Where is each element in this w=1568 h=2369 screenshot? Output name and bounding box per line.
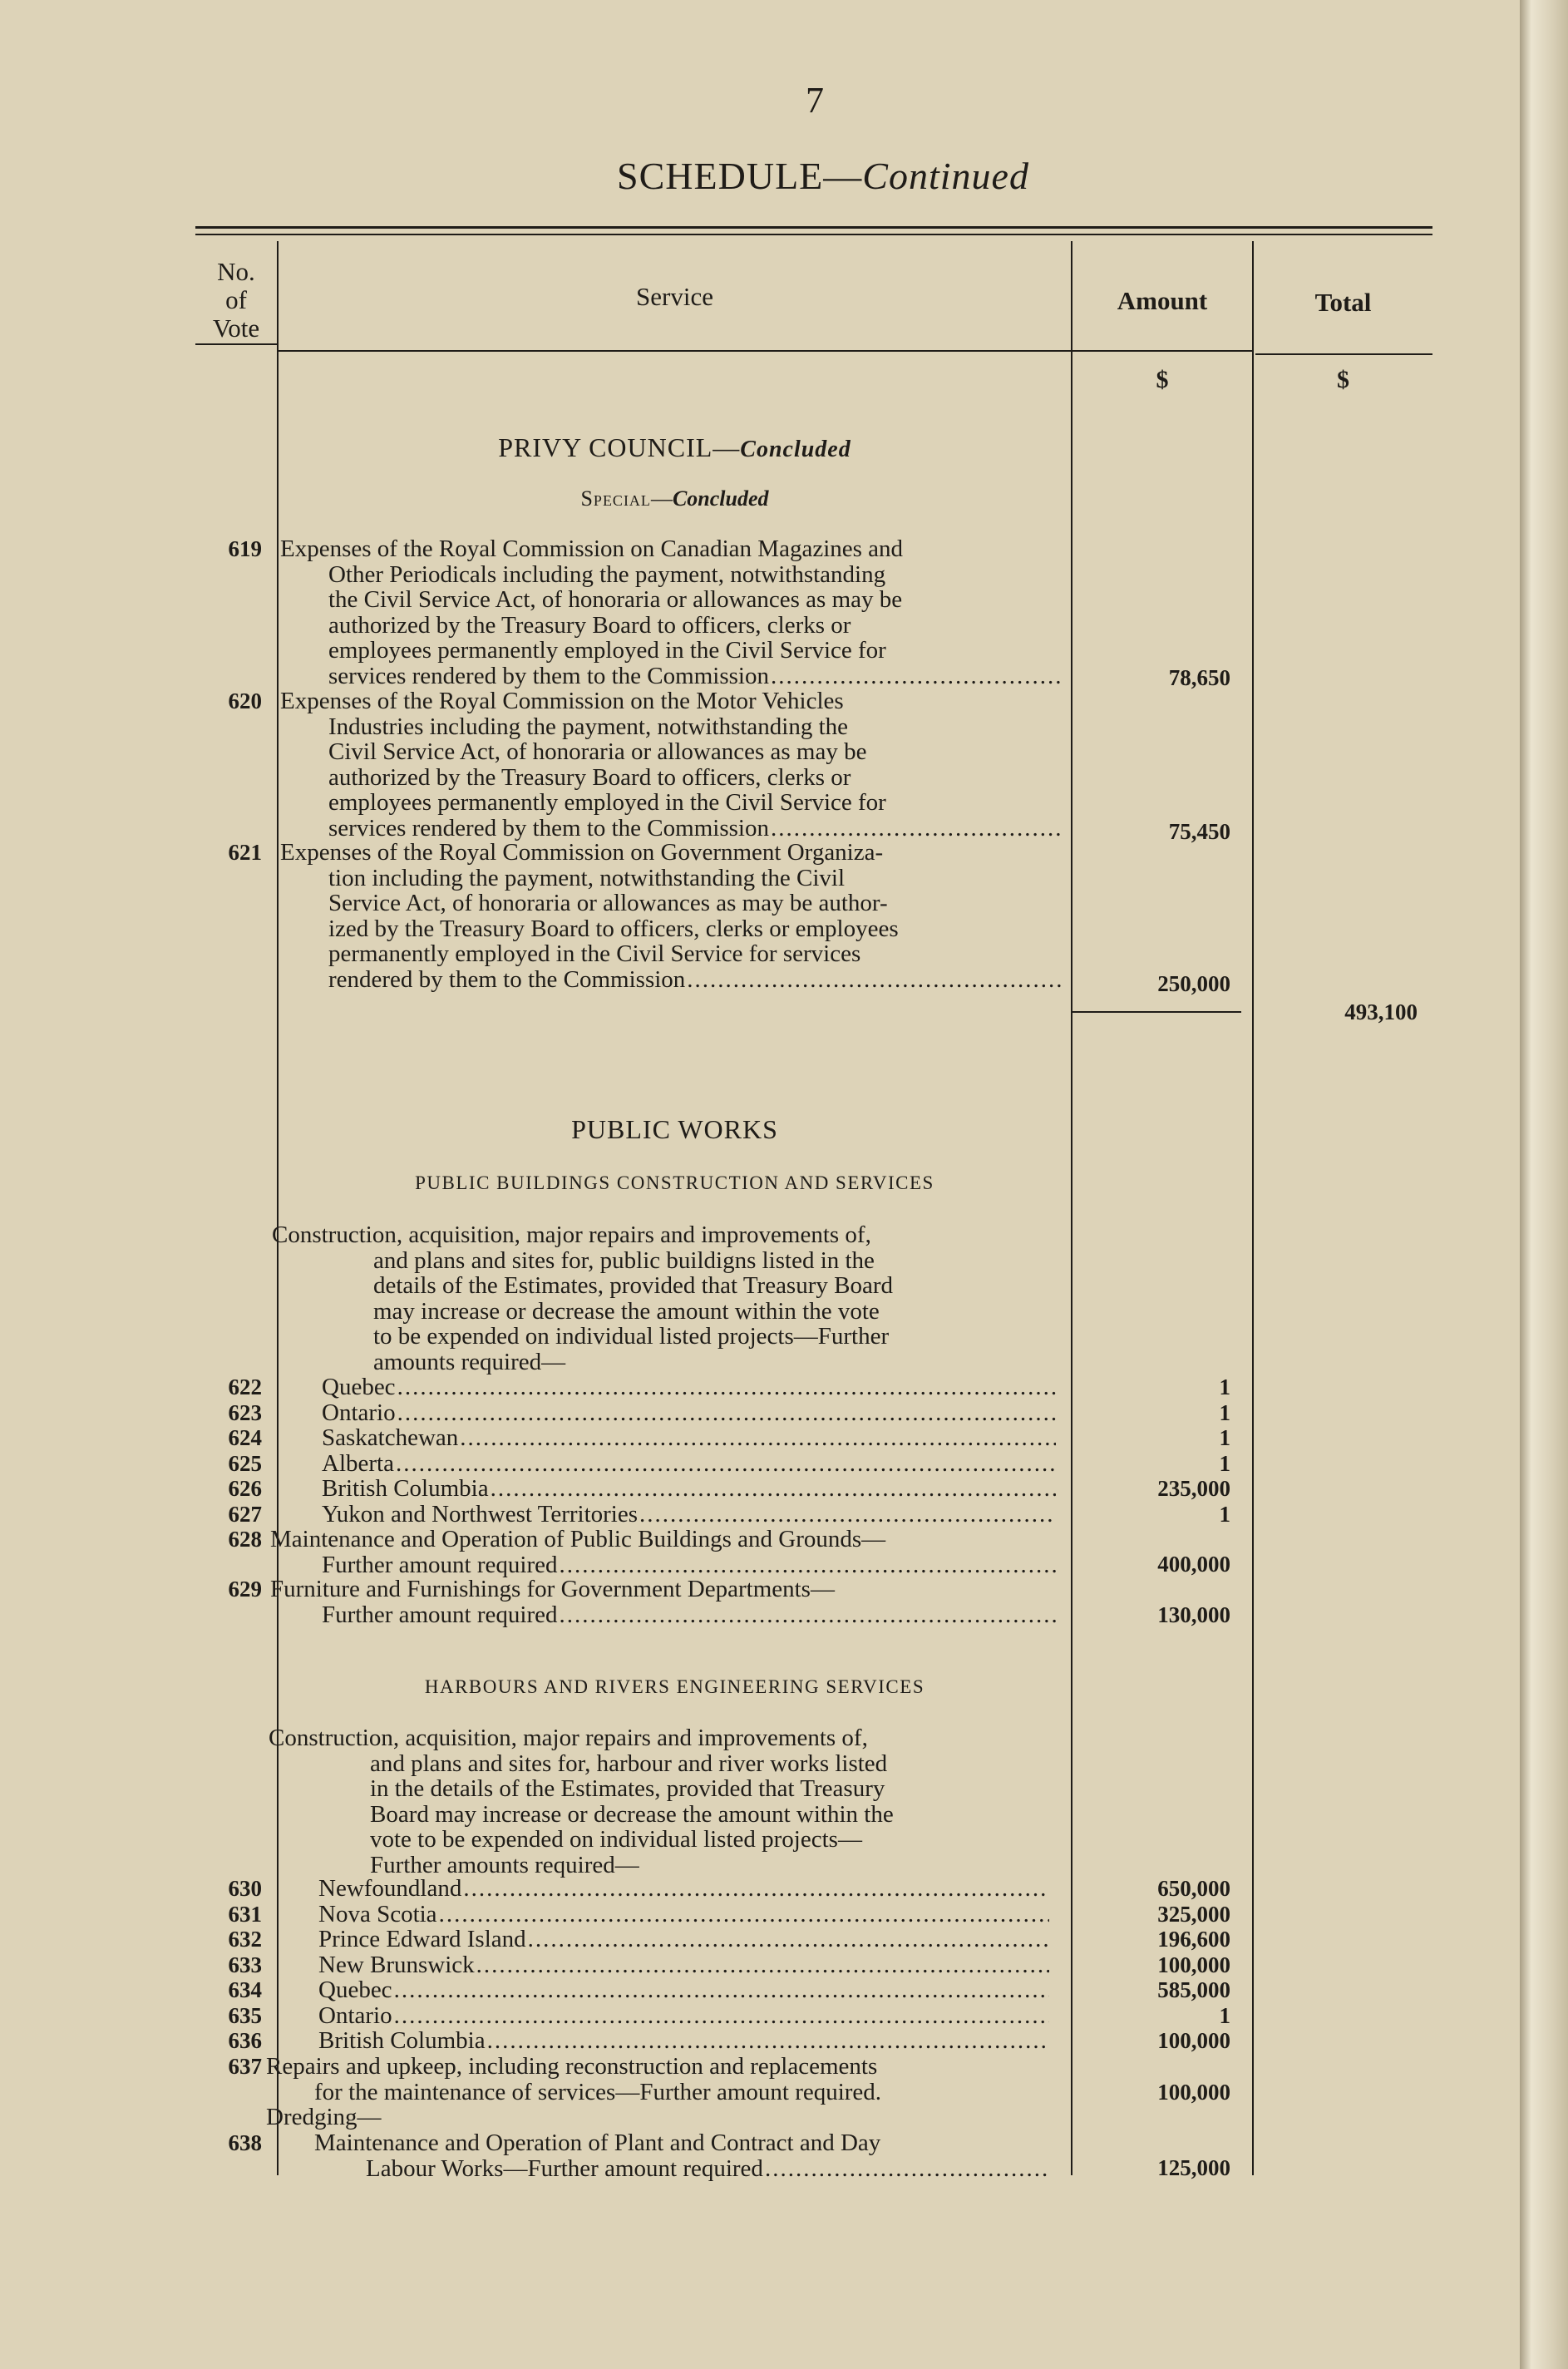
vote-621-description [280, 840, 1064, 992]
item-label-text: Saskatchewan [322, 1424, 459, 1451]
vote-amount: 250,000 [1157, 971, 1230, 996]
item-label-text: Ontario [318, 2001, 392, 2029]
header-amount: Amount [1117, 286, 1208, 315]
vote-amount: 585,000 [1157, 1977, 1230, 2002]
item-label-text: Ontario [322, 1399, 396, 1426]
vline-service-left [277, 241, 279, 2175]
item-label-text: Nova Scotia [318, 1900, 437, 1927]
vote-number: 632 [228, 1927, 262, 1952]
desc-line: ized by the Treasury Board to officers, clerks or employees [328, 915, 899, 942]
desc-line: Further amount required [322, 1601, 558, 1628]
vote-number: 624 [228, 1425, 262, 1450]
vote-637-description [266, 2054, 1049, 2105]
item-label [322, 1476, 1056, 1502]
desc-line: Expenses of the Royal Commission on Canadian Magazines and [280, 535, 904, 562]
vote-number: 637 [228, 2054, 262, 2079]
desc-line: authorized by the Treasury Board to officers, clerks or [328, 763, 851, 791]
privy-heading-text: PRIVY COUNCIL [498, 432, 713, 462]
vote-number: 636 [228, 2028, 262, 2053]
header-rule-vote [195, 343, 277, 345]
vote-number: 629 [228, 1577, 262, 1602]
desc-line: Civil Service Act, of honoraria or allowances as may be [328, 738, 867, 765]
desc-line: Other Periodicals including the payment, notwithstanding [328, 560, 886, 588]
schedule-title [449, 154, 1197, 198]
vote-amount: 1 [1219, 1450, 1230, 1476]
item-label-text: Yukon and Northwest Territories [322, 1500, 639, 1528]
vote-amount: 130,000 [1157, 1602, 1230, 1627]
desc-line: Further amount required [322, 1551, 558, 1578]
vote-number: 620 [228, 688, 262, 713]
item-label-text: British Columbia [322, 1475, 489, 1502]
vote-629-description [270, 1577, 1056, 1627]
vline-amount-left [1071, 241, 1072, 2175]
vote-amount: 1 [1219, 1399, 1230, 1425]
desc-line: Expenses of the Royal Commission on Government Organiza- [280, 839, 884, 866]
privy-council-total: 493,100 [1344, 999, 1418, 1024]
desc-line: and plans and sites for, harbour and river works listed [370, 1750, 888, 1777]
vote-number: 626 [228, 1476, 262, 1501]
vote-619-description [280, 536, 1064, 688]
desc-line: in the details of the Estimates, provided that Treasury [370, 1775, 885, 1802]
special-subheading-text: Special [580, 486, 651, 511]
desc-line: employees permanently employed in the Civil Service for [328, 789, 886, 816]
book-spine [1520, 0, 1568, 2369]
desc-line: for the maintenance of services—Further amount required. [314, 2078, 882, 2105]
dredging-label: Dredging— [266, 2104, 382, 2130]
harbours-subheading: HARBOURS AND RIVERS ENGINEERING SERVICES [424, 1676, 925, 1697]
desc-last-line [270, 1552, 1056, 1578]
desc-last-line [280, 664, 1064, 689]
vote-number: 634 [228, 1977, 262, 2002]
vote-638-description [314, 2130, 1049, 2181]
header-rule-service [277, 350, 1071, 352]
desc-last-line [270, 1602, 1056, 1628]
item-label [318, 1876, 1049, 1902]
privy-council-heading [279, 432, 1071, 463]
special-subheading-italic: Concluded [672, 486, 769, 511]
vote-amount: 1 [1219, 2002, 1230, 2028]
desc-line: Service Act, of honoraria or allowances as may be author- [328, 890, 888, 916]
item-label [318, 1952, 1049, 1978]
header-total: Total [1314, 288, 1372, 317]
item-label-text: Quebec [322, 1374, 396, 1400]
item-label [318, 1977, 1049, 2003]
page-number: 7 [806, 80, 824, 121]
vote-number: 622 [228, 1375, 262, 1399]
vote-amount: 100,000 [1157, 2080, 1230, 2105]
item-label [322, 1425, 1056, 1451]
desc-line: services rendered by them to the Commission [328, 662, 769, 689]
item-label [322, 1502, 1056, 1528]
item-label [322, 1451, 1056, 1477]
vote-number: 635 [228, 2002, 262, 2028]
vote-number: 623 [228, 1399, 262, 1425]
special-subheading: Special—Concluded [580, 486, 769, 511]
desc-line: Maintenance and Operation of Public Buildings and Grounds— [270, 1526, 886, 1552]
desc-line: Construction, acquisition, major repairs and improvements of, [269, 1725, 868, 1751]
item-label [318, 1927, 1049, 1952]
privy-heading-sep: — [713, 432, 741, 462]
vline-total-left [1252, 241, 1254, 2175]
amount-currency: $ [1156, 366, 1169, 393]
desc-line: Furniture and Furnishings for Government Departments— [270, 1576, 835, 1602]
schedule-title-italic: Continued [862, 155, 1029, 197]
desc-line: Repairs and upkeep, including reconstruction and replacements [266, 2053, 878, 2080]
header-of: of [225, 285, 247, 314]
header-vote: Vote [212, 313, 260, 343]
desc-last-line [314, 2156, 1049, 2182]
header-service: Service [636, 282, 713, 311]
vote-amount: 196,600 [1157, 1927, 1230, 1952]
vote-amount: 325,000 [1157, 1901, 1230, 1927]
desc-line: details of the Estimates, provided that Treasury Board [373, 1272, 894, 1299]
desc-line: Further amounts required— [370, 1851, 639, 1878]
harbours-intro [269, 1725, 1048, 1878]
vote-number: 630 [228, 1876, 262, 1901]
desc-line: services rendered by them to the Commission [328, 814, 769, 841]
desc-last-line [280, 967, 1064, 993]
public-buildings-subheading: PUBLIC BUILDINGS CONSTRUCTION AND SERVICES [415, 1172, 934, 1193]
desc-line: vote to be expended on individual listed projects— [370, 1826, 862, 1853]
item-label [318, 2028, 1049, 2054]
total-currency: $ [1337, 366, 1349, 393]
desc-line: Expenses of the Royal Commission on the Motor Vehicles [280, 688, 844, 714]
desc-line: Maintenance and Operation of Plant and Contract and Day [314, 2130, 881, 2156]
public-works-heading: PUBLIC WORKS [571, 1114, 778, 1144]
vote-number: 628 [228, 1527, 262, 1552]
header-rule-total [1255, 353, 1432, 355]
vote-amount: 75,450 [1168, 819, 1230, 844]
vote-amount: 650,000 [1157, 1876, 1230, 1901]
item-label [318, 1902, 1049, 1927]
desc-line: Construction, acquisition, major repairs and improvements of, [272, 1222, 871, 1248]
item-label [322, 1375, 1056, 1400]
public-buildings-intro [272, 1222, 1056, 1375]
desc-line: Board may increase or decrease the amount within the [370, 1800, 894, 1828]
item-label-text: Quebec [318, 1977, 392, 2003]
desc-line: tion including the payment, notwithstanding the Civil [328, 864, 846, 891]
desc-line: may increase or decrease the amount within the vote [373, 1297, 880, 1325]
item-label [322, 1400, 1056, 1426]
desc-line: the Civil Service Act, of honoraria or allowances as may be [328, 586, 903, 613]
desc-line: employees permanently employed in the Civil Service for [328, 637, 886, 664]
desc-line: permanently employed in the Civil Service for services [328, 940, 861, 967]
vote-number: 627 [228, 1501, 262, 1527]
desc-line: to be expended on individual listed projects—Further [373, 1323, 890, 1350]
vote-number: 619 [228, 536, 262, 561]
vote-628-description [270, 1527, 1056, 1577]
subtotal-rule [1071, 1011, 1241, 1013]
item-label-text: Prince Edward Island [318, 1926, 526, 1952]
desc-line: rendered by them to the Commission [328, 965, 686, 993]
vote-620-description [280, 688, 1064, 841]
desc-line: Labour Works—Further amount required [366, 2154, 763, 2182]
header-no-of-vote [195, 258, 277, 343]
vote-number: 625 [228, 1450, 262, 1476]
item-label-text: Newfoundland [318, 1875, 462, 1902]
desc-last-line [280, 816, 1064, 841]
desc-line: authorized by the Treasury Board to officers, clerks or [328, 611, 851, 639]
item-label-text: New Brunswick [318, 1951, 475, 1978]
vote-amount: 1 [1219, 1425, 1230, 1450]
top-rule-thick [195, 226, 1432, 229]
vote-amount: 400,000 [1157, 1552, 1230, 1577]
item-label [318, 2003, 1049, 2029]
vote-amount: 125,000 [1157, 2155, 1230, 2180]
vote-number: 638 [228, 2130, 262, 2155]
desc-line: amounts required— [373, 1348, 566, 1375]
privy-heading-italic: Concluded [740, 437, 851, 462]
vote-number: 633 [228, 1952, 262, 1977]
header-rule-amount [1071, 350, 1252, 352]
vote-number: 631 [228, 1901, 262, 1927]
schedule-title-sep: — [823, 155, 863, 197]
item-label-text: Alberta [322, 1449, 394, 1477]
schedule-title-main: SCHEDULE [617, 155, 824, 197]
vote-amount: 100,000 [1157, 1952, 1230, 1977]
vote-amount: 1 [1219, 1501, 1230, 1527]
desc-line: Industries including the payment, notwithstanding the [328, 713, 849, 740]
vote-number: 621 [228, 840, 262, 865]
vote-amount: 100,000 [1157, 2028, 1230, 2053]
desc-line: and plans and sites for, public buildigns listed in the [373, 1246, 875, 1274]
header-no: No. [217, 257, 255, 286]
top-rule-thin [195, 234, 1432, 235]
item-label-text: British Columbia [318, 2027, 486, 2054]
vote-amount: 1 [1219, 1375, 1230, 1399]
vote-amount: 78,650 [1168, 665, 1230, 690]
vote-amount: 235,000 [1157, 1476, 1230, 1501]
